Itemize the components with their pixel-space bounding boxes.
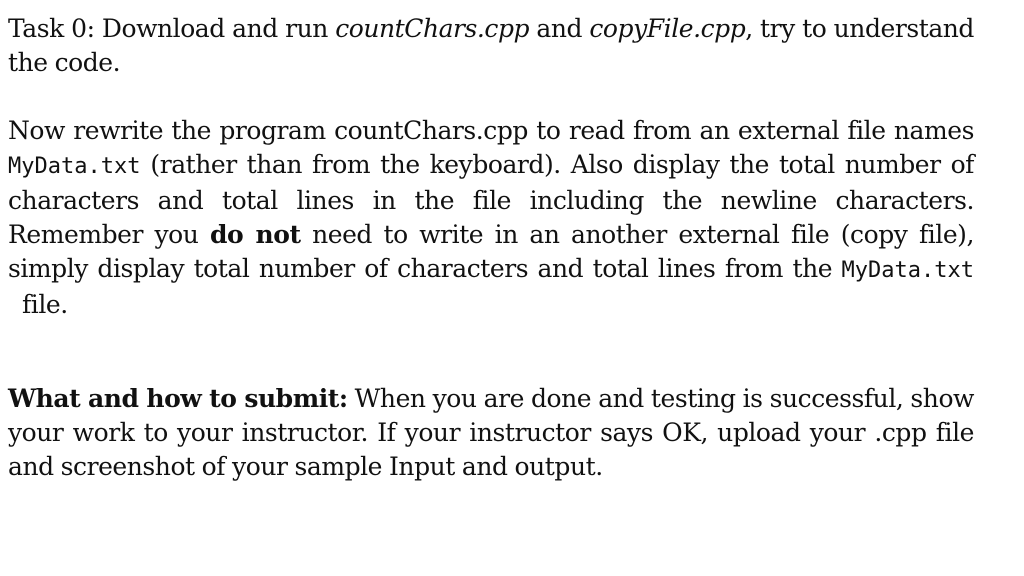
rewrite-part3: need to write in an another external file (copy file), simply display total number of characters and total lines from the — [8, 220, 974, 283]
task0-prefix: Task 0: Download and run — [8, 14, 336, 43]
task0-file-copyfile: copyFile.cpp — [589, 14, 746, 43]
task0-paragraph — [8, 12, 974, 80]
rewrite-filename-2: MyData.txt — [841, 258, 974, 283]
submit-body: When you are done and testing is successful, show your work to your instructor. If your instructor says OK, upload your .cpp file and screenshot of your sample Input and output. — [8, 384, 974, 481]
task0-file-countchars: countChars.cpp — [335, 14, 530, 43]
rewrite-filename: MyData.txt — [8, 154, 141, 179]
rewrite-paragraph — [8, 114, 974, 322]
task0-suffix: , try to understand the code. — [8, 14, 974, 77]
rewrite-part2: (rather than from the keyboard). Also display the total number of characters and total lines in the file including the newline characters. Remember you — [8, 150, 974, 249]
task0-and: and — [529, 14, 590, 43]
rewrite-bold-do-not: do not — [209, 220, 301, 249]
rewrite-part4: file. — [8, 290, 68, 319]
rewrite-part1: Now rewrite the program countChars.cpp to read from an external file names — [8, 116, 974, 145]
submit-heading: What and how to submit: — [8, 384, 348, 413]
submit-paragraph — [8, 382, 974, 484]
